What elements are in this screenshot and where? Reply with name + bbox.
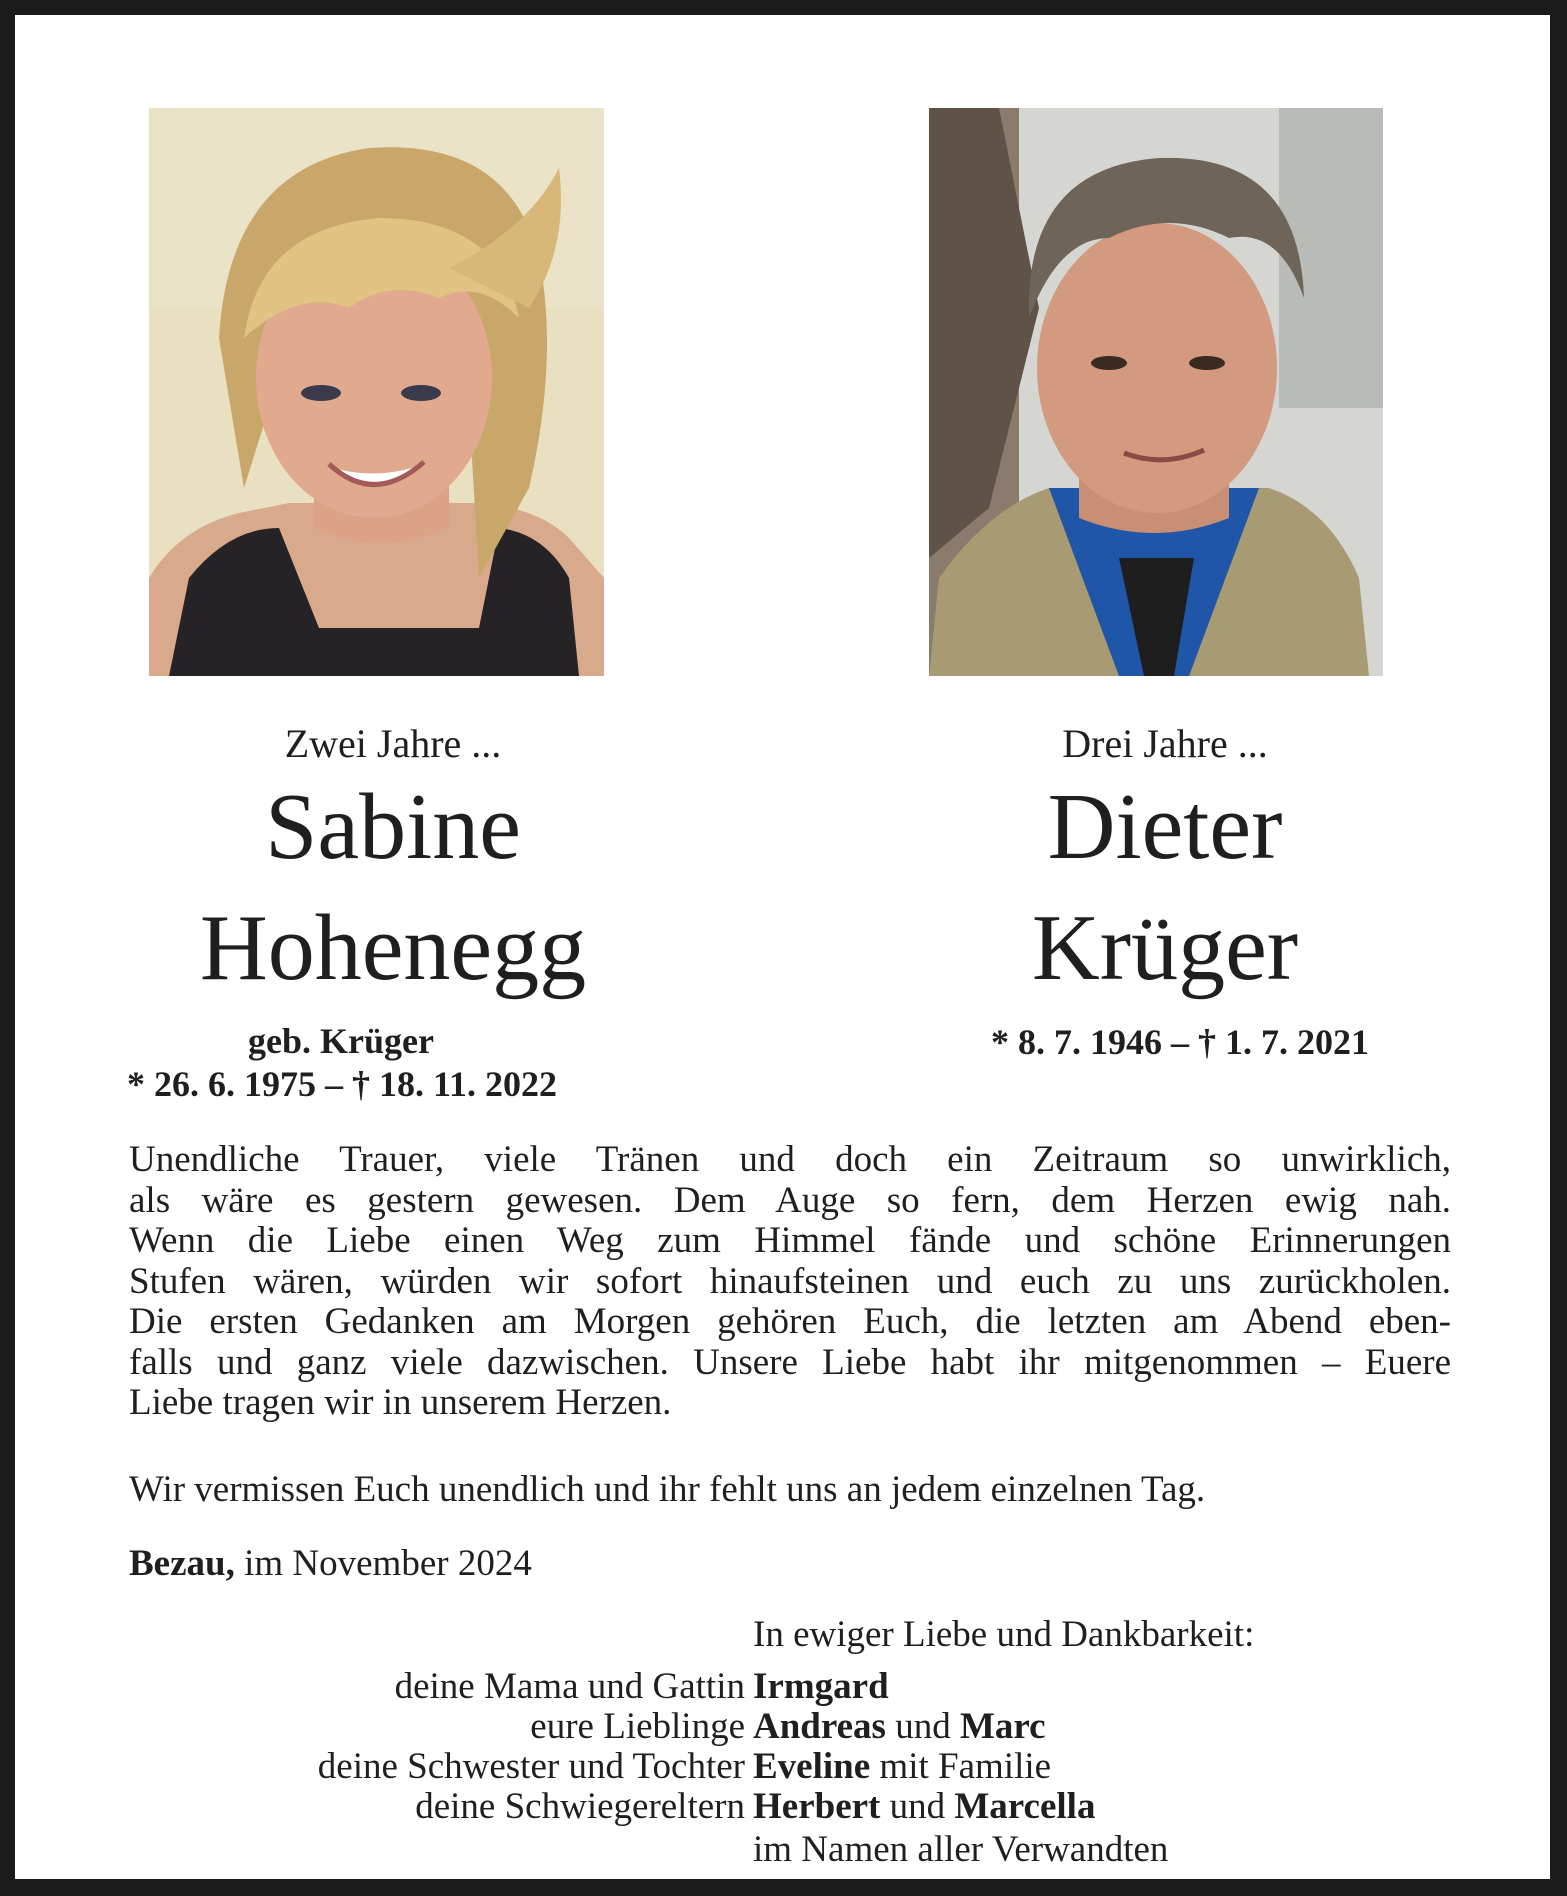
mourner-relation: deine Schwester und Tochter: [317, 1746, 745, 1787]
years-since-right: Drei Jahre ...: [1062, 721, 1268, 766]
miss-you-line: Wir vermissen Euch unendlich und ihr fehlt uns an jedem einzelnen Tag.: [129, 1469, 1206, 1510]
mourner-joiner: und: [880, 1786, 955, 1827]
mourner-relation: deine Schwiegereltern: [415, 1786, 745, 1827]
memorial-text-line: Wenn die Liebe einen Weg zum Himmel fände und schöne Erinnerungen: [129, 1220, 1451, 1261]
mourner-relation: eure Lieblinge: [530, 1706, 745, 1747]
memorial-text: [129, 1140, 1451, 1424]
mourner-name: Eveline: [753, 1746, 871, 1787]
mourner-name: Andreas: [753, 1706, 886, 1747]
life-dates-left: * 26. 6. 1975 – † 18. 11. 2022: [127, 1064, 558, 1104]
gratitude-line: In ewiger Liebe und Dankbarkeit:: [753, 1614, 1255, 1655]
deceased-right-block: [895, 15, 1435, 1115]
memorial-text-line: falls und ganz viele dazwischen. Unsere Liebe habt ihr mitgenommen – Euere: [129, 1341, 1451, 1383]
memorial-text-line: Liebe tragen wir in unserem Herzen.: [129, 1382, 672, 1423]
first-name-right: Dieter: [1047, 775, 1283, 879]
mourner-name: Marcella: [954, 1786, 1096, 1827]
place-name: Bezau,: [129, 1543, 235, 1584]
life-dates-right: * 8. 7. 1946 – † 1. 7. 2021: [991, 1022, 1369, 1062]
memorial-text-line: Unendliche Trauer, viele Tränen und doch ein Zeitraum so unwirklich,: [129, 1139, 1451, 1180]
mourner-joiner: mit Familie: [870, 1746, 1052, 1787]
memorial-text-line: Stufen wären, würden wir sofort hinaufsteinen und euch zu uns zurückholen.: [129, 1260, 1451, 1302]
memorial-text-line: als wäre es gestern gewesen. Dem Auge so fern, dem Herzen ewig nah.: [129, 1179, 1451, 1221]
mourner-row: [115, 1785, 1415, 1825]
mourner-row: [115, 1745, 1415, 1785]
mourner-joiner: und: [885, 1706, 960, 1747]
born-name-left: geb. Krüger: [248, 1021, 434, 1061]
mourner-name: Irmgard: [753, 1666, 889, 1707]
date-text: im November 2024: [234, 1543, 532, 1584]
mourner-name: Herbert: [753, 1786, 881, 1827]
years-since-left: Zwei Jahre ...: [284, 721, 502, 766]
first-name-left: Sabine: [265, 775, 521, 879]
last-name-right: Krüger: [1031, 896, 1299, 1000]
deceased-left-block: [123, 15, 663, 1115]
place-date: [129, 1542, 532, 1585]
mourner-name: Marc: [959, 1706, 1046, 1747]
relatives-line: im Namen aller Verwandten: [753, 1829, 1169, 1870]
obituary-page: [15, 15, 1550, 1879]
mourner-row: [115, 1665, 1415, 1705]
memorial-text-line: Die ersten Gedanken am Morgen gehören Euch, die letzten am Abend eben-: [129, 1301, 1451, 1342]
mourner-row: [115, 1705, 1415, 1745]
last-name-left: Hohenegg: [199, 896, 587, 1000]
mourner-relation: deine Mama und Gattin: [394, 1666, 745, 1707]
